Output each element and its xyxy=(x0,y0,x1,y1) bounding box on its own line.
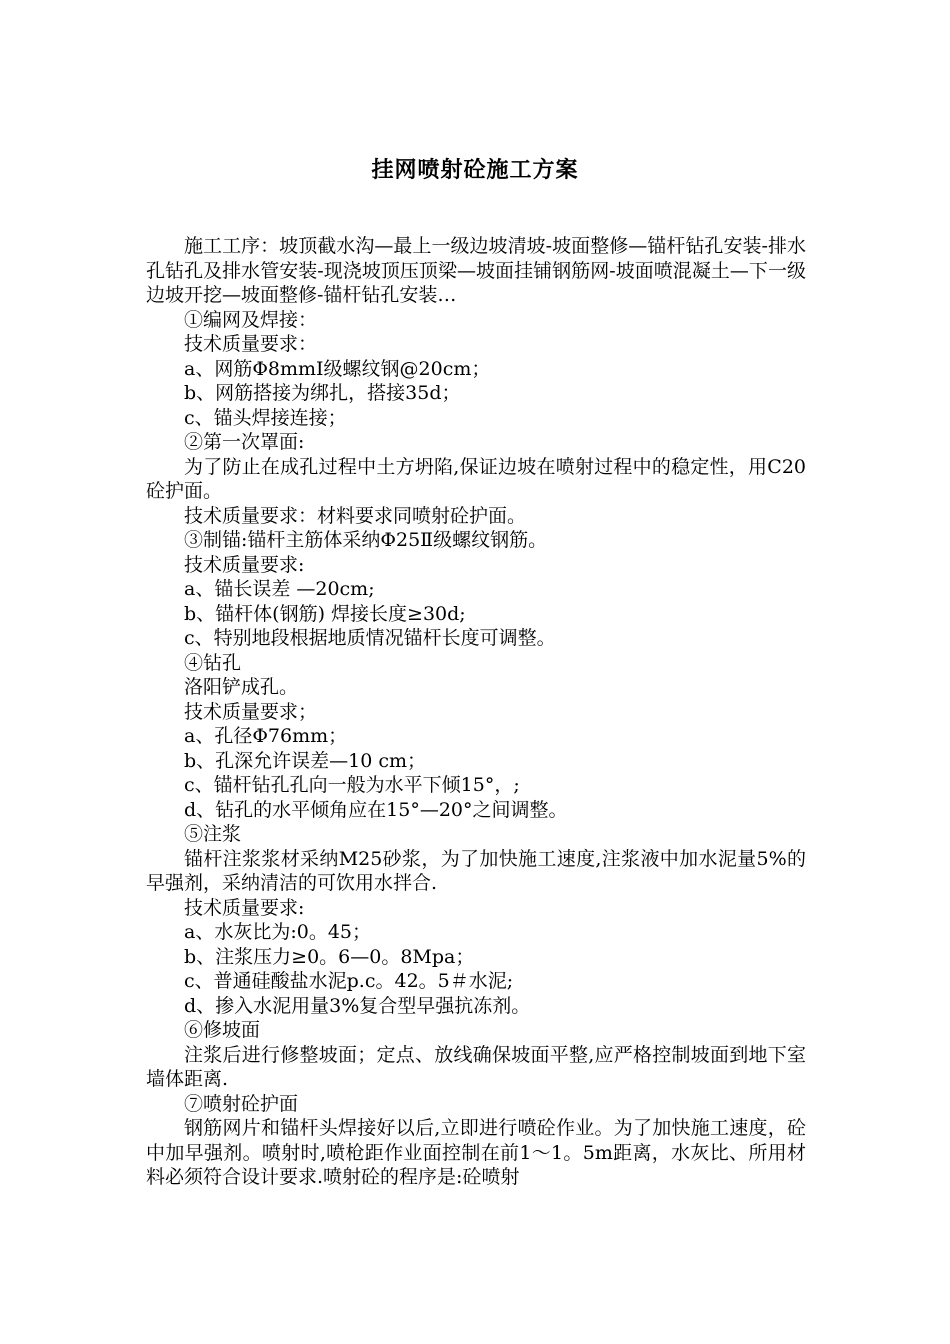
paragraph: 技术质量要求：材料要求同喷射砼护面。 xyxy=(184,504,527,527)
heading-first-cover: ②第一次罩面: xyxy=(184,431,305,453)
list-item: b、锚杆体(钢筋) 焊接长度≥30d; xyxy=(184,602,466,625)
paragraph: 技术质量要求: xyxy=(184,553,305,576)
list-item: c、锚头焊接连接； xyxy=(184,406,347,429)
paragraph: 技术质量要求: xyxy=(184,896,305,919)
list-item: b、孔深允许误差—10 cm； xyxy=(184,749,427,772)
heading-slope-trimming: ⑥修坡面 xyxy=(184,1019,261,1041)
list-item: a、网筋Φ8mmI级螺纹钢@20cm； xyxy=(184,357,491,380)
paragraph: 技术质量要求； xyxy=(184,700,318,723)
list-item: c、普通硅酸盐水泥p.c。42。5＃水泥; xyxy=(184,970,514,992)
paragraph: 锚杆注浆浆材采纳M25砂浆，为了加快施工速度,注浆液中加水泥量5%的早强剂，采纳清洁的可饮用水拌合. xyxy=(146,847,806,894)
paragraph: 洛阳铲成孔。 xyxy=(184,676,299,698)
list-item: c、特别地段根据地质情况锚杆长度可调整。 xyxy=(184,627,556,649)
heading-shotcrete: ⑦喷射砼护面 xyxy=(184,1092,299,1115)
list-item: d、钻孔的水平倾角应在15°—20°之间调整。 xyxy=(184,798,568,821)
list-item: a、水灰比为:0。45； xyxy=(184,921,371,943)
document-body xyxy=(146,234,806,1190)
paragraph-construction-sequence: 施工工序：坡顶截水沟—最上一级边坡清坡-坡面整修—锚杆钻孔安装-排水孔钻孔及排水管安装-现浇坡顶压顶梁—坡面挂铺钢筋网-坡面喷混凝土—下一级边坡开挖—坡面整修-锚杆钻孔安装… xyxy=(146,235,806,306)
heading-anchor-making: ③制锚:锚杆主筋体采纳Φ25Ⅱ级螺纹钢筋。 xyxy=(184,529,548,551)
heading-drilling: ④钻孔 xyxy=(184,651,242,674)
list-item: d、掺入水泥用量3%复合型早强抗冻剂。 xyxy=(184,994,531,1017)
paragraph: 注浆后进行修整坡面；定点、放线确保坡面平整,应严格控制坡面到地下室墙体距离. xyxy=(146,1043,806,1090)
list-item: b、网筋搭接为绑扎，搭接35d； xyxy=(184,382,461,404)
list-item: a、锚长误差 —20cm; xyxy=(184,578,375,600)
heading-mesh-welding: ①编网及焊接： xyxy=(184,308,318,331)
list-item: a、孔径Φ76mm； xyxy=(184,725,348,747)
document-title: 挂网喷射砼施工方案 xyxy=(371,157,579,183)
heading-grouting: ⑤注浆 xyxy=(184,823,242,845)
list-item: b、注浆压力≥0。6—0。8Mpa； xyxy=(184,945,475,968)
paragraph: 钢筋网片和锚杆头焊接好以后,立即进行喷砼作业。为了加快施工速度，砼中加早强剂。喷射时,喷枪距作业面控制在前1～1。5m距离，水灰比、所用材料必须符合设计要求.喷射砼的程序是:砼喷射 xyxy=(146,1117,806,1188)
list-item: c、锚杆钻孔孔向一般为水平下倾15°，; xyxy=(184,774,520,796)
paragraph: 为了防止在成孔过程中土方坍陷,保证边坡在喷射过程中的稳定性，用C20砼护面。 xyxy=(146,455,806,502)
paragraph: 技术质量要求： xyxy=(184,333,318,355)
